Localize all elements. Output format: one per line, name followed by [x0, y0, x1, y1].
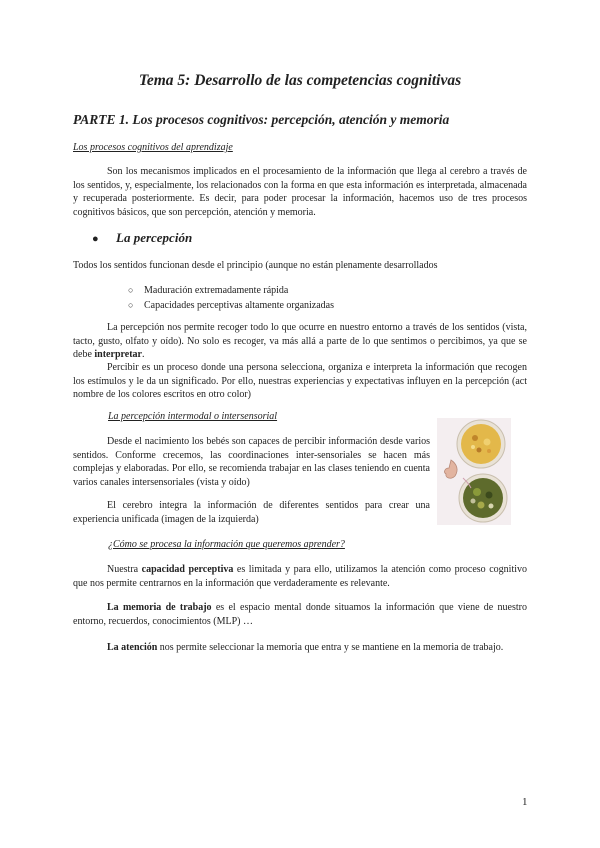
percepcion-paragraph-2: Percibir es un proceso donde una persona selecciona, organiza e interpreta la información que recogen los estímulos y le da un significado. Por ello, nuestras experiencias y expectativas influyen en la percepción (act nombre de los colores escritos en otro color) — [73, 362, 527, 400]
page-title: Tema 5: Desarrollo de las competencias cognitivas — [138, 72, 462, 89]
section-heading-intermodal: La percepción intermodal o intersensorial — [108, 411, 278, 422]
sub-bullet-item: ○ Capacidades perceptivas altamente organizadas — [128, 300, 335, 311]
bullet-dot-icon: ● — [92, 233, 99, 245]
page-number: 1 — [522, 796, 528, 808]
sub-bullet-list — [128, 283, 334, 313]
circle-bullet-icon: ○ — [128, 285, 134, 295]
intro-paragraph: Son los mecanismos implicados en el procesamiento de la información que llega al cerebro a través de los sentidos, y, especialmente, los relacionados con la forma en que esta información es interpretada, almacenada y recuperada posteriormente. Es decir, para poder procesar la información, hacemos uso de tres procesos cognitivos básicos, que son percepción, atención y memoria. — [73, 166, 527, 218]
sensory-integration-image — [437, 418, 511, 525]
intermodal-paragraph-2: El cerebro integra la información de diferentes sentidos para crear una experiencia unificada (imagen de la izquierda) — [73, 500, 430, 525]
bullet-percepcion-label: La percepción — [116, 230, 193, 245]
section-heading-procesos: Los procesos cognitivos del aprendizaje — [73, 142, 233, 153]
circle-bullet-icon: ○ — [128, 300, 134, 310]
atencion-paragraph: La atención nos permite seleccionar la memoria que entra y se mantiene en la memoria de trabajo. — [107, 642, 504, 653]
section-heading-como: ¿Cómo se procesa la información que queremos aprender? — [108, 539, 345, 550]
memoria-paragraph: La memoria de trabajo es el espacio mental donde situamos la información que viene de nuestro entorno, recuerdos, conocimientos (MLP) … — [73, 602, 527, 627]
sub-bullet-item: ○ Maduración extremadamente rápida — [128, 285, 289, 296]
percepcion-paragraph-1: La percepción nos permite recoger todo lo que ocurre en nuestro entorno a través de los sentidos (vista, tacto, gusto, olfato y oído). No solo es recoger, va más allá a parte de lo que sentimos o percibimos, ya que se debe interpretar. — [73, 322, 527, 360]
capacidad-paragraph: Nuestra capacidad perceptiva es limitada y para ello, utilizamos la atención como proceso cognitivo que nos permite centrarnos en la información que verdaderamente es relevante. — [73, 564, 528, 589]
intermodal-paragraph-1: Desde el nacimiento los bebés son capaces de percibir información desde varios sentidos. Conforme crecemos, las coordinaciones inter-sensoriales se hacen más complejas y elaboradas. Por ello, se recomienda trabajar en las clases teniendo en cuenta varios canales intersensoriales (vista y oído) — [73, 436, 430, 488]
bullet-percepcion — [92, 230, 192, 246]
part-heading: PARTE 1. Los procesos cognitivos: percepción, atención y memoria — [73, 112, 450, 127]
sentidos-line: Todos los sentidos funcionan desde el principio (aunque no están plenamente desarrollados — [73, 260, 438, 271]
